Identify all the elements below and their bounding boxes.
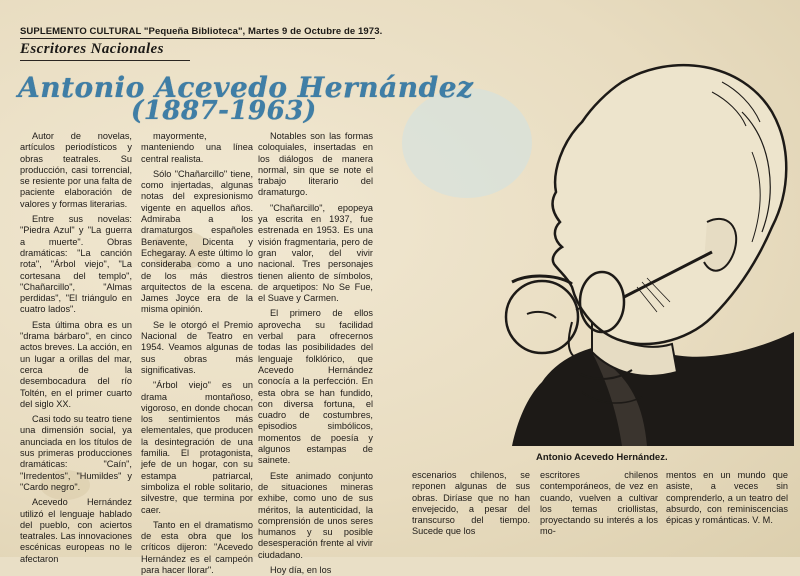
article-paragraph: "Chañarcillo", epopeya ya escrita en 1937, fue estrenada en 1953. Es una visión fragmentaria, pero de gran valor, del vivir nacional. Tres personajes tienen aliento de símbolos, de arquetipos: No Se Fue, el Suave y Carmen. xyxy=(258,202,373,304)
article-paragraph: Notables son las formas coloquiales, insertadas en los diálogos de manera normal, sin que se note el trabajo literario del dramaturgo. xyxy=(258,131,373,198)
article-column-2 xyxy=(141,131,253,575)
section-rule xyxy=(20,60,190,61)
article-column-4 xyxy=(412,470,530,555)
article-paragraph: Entre sus novelas: "Piedra Azul" y "La guerra a muerte". Obras dramáticas: "La canción rota", "Árbol viejo", "La cortesana del templo", "Chañarcillo", "Almas perdidas", "El triángulo en cuatro lados". xyxy=(20,214,132,315)
article-years: (1887-1963) xyxy=(131,96,317,126)
article-paragraph: Se le otorgó el Premio Nacional de Teatro en 1954. Veamos algunas de sus obras más significativas. xyxy=(141,319,253,375)
article-paragraph: Sólo "Chañarcillo" tiene, como injertadas, algunas notas del expresionismo vigente en aquellos años. Admiraba a los dramaturgos españoles Benavente, Dicenta y Echegaray. A este último lo consideraba como a uno de los más diestros arquitectos de la escena. James Joyce era de la misma opinión. xyxy=(141,168,253,315)
article-paragraph: Acevedo Hernández utilizó el lenguaje hablado del pueblo, con aciertos teatrales. Las innovaciones escénicas europeas no le afectaron xyxy=(20,497,132,564)
article-paragraph: mentos en un mundo que asiste, a veces sin comprenderlo, a un teatro del absurdo, con reminiscencias épicas y románticas. V. M. xyxy=(666,470,788,526)
article-paragraph: Hoy día, en los xyxy=(270,564,332,575)
article-paragraph: Este animado conjunto de situaciones mineras exhibe, como uno de sus méritos, la autenticidad, la comprensión de unos seres humanos y su posible desesperación frente al vivir ciudadano. xyxy=(258,470,373,560)
article-paragraph: mayormente, manteniendo una línea central realista. xyxy=(141,131,253,164)
article-paragraph: "Árbol viejo" es un drama montañoso, vigoroso, en donde chocan los sentimientos más elementales, que producen la desintegración de una familia. El protagonista, jefe de un hogar, con su estampa patriarcal, simboliza el roble solitario, silvestre, que termina por caer. xyxy=(141,380,253,515)
masthead: SUPLEMENTO CULTURAL "Pequeña Biblioteca", Martes 9 de Octubre de 1973. xyxy=(20,26,383,37)
article-paragraph: Casi todo su teatro tiene una dimensión social, ya anunciada en los títulos de sus primeras producciones dramáticas: "Caín", "Irredentos", "Humildes" y "Cardo negro". xyxy=(20,414,132,492)
portrait-illustration xyxy=(472,52,794,446)
masthead-rule xyxy=(20,38,375,39)
section-heading: Escritores Nacionales xyxy=(20,41,164,57)
article-paragraph: Esta última obra es un "drama bárbaro", en cinco actos breves. La acción, en un lugar a orillas del mar, cerca de la desembocadura del río Toltén, en el primer cuarto del siglo XX. xyxy=(20,319,132,409)
article-paragraph: Tanto en el dramatismo de esta obra que los críticos dijeron: "Acevedo Hernández es el campeón para hacer llorar". xyxy=(141,519,253,575)
article-paragraph: escenarios chilenos, se reponen algunas de sus obras. Diríase que no han envejecido, a pesar del transcurso del tiempo. Sucede que los xyxy=(412,470,530,537)
article-column-6 xyxy=(666,470,788,555)
article-paragraph: El primero de ellos aprovecha su facilidad verbal para ofrecernos todas las posibilidades del lenguaje folklórico, que Acevedo Hernández conocía a la perfección. En esta obra se han fundido, con diversa fortuna, el cuadro de costumbres, episodios simbólicos, momentos de poesía y algunos estampas de sainete. xyxy=(258,308,373,466)
article-column-5 xyxy=(540,470,658,555)
article-column-1 xyxy=(20,131,132,564)
portrait-drawing xyxy=(472,52,794,446)
portrait-caption: Antonio Acevedo Hernández. xyxy=(536,452,668,463)
article-paragraph: escritores chilenos contemporáneos, de vez en cuando, vuelven a cultivar los temas criollistas, proyectando su interés a los mo- xyxy=(540,470,658,537)
article-paragraph: Autor de novelas, artículos periodísticos y obras teatrales. Su producción, casi torrencial, se resiente por una falta de paciente elaboración de valores y formas literarias. xyxy=(20,131,132,209)
article-title: Antonio Acevedo Hernández xyxy=(18,71,474,104)
article-column-3 xyxy=(258,131,373,575)
